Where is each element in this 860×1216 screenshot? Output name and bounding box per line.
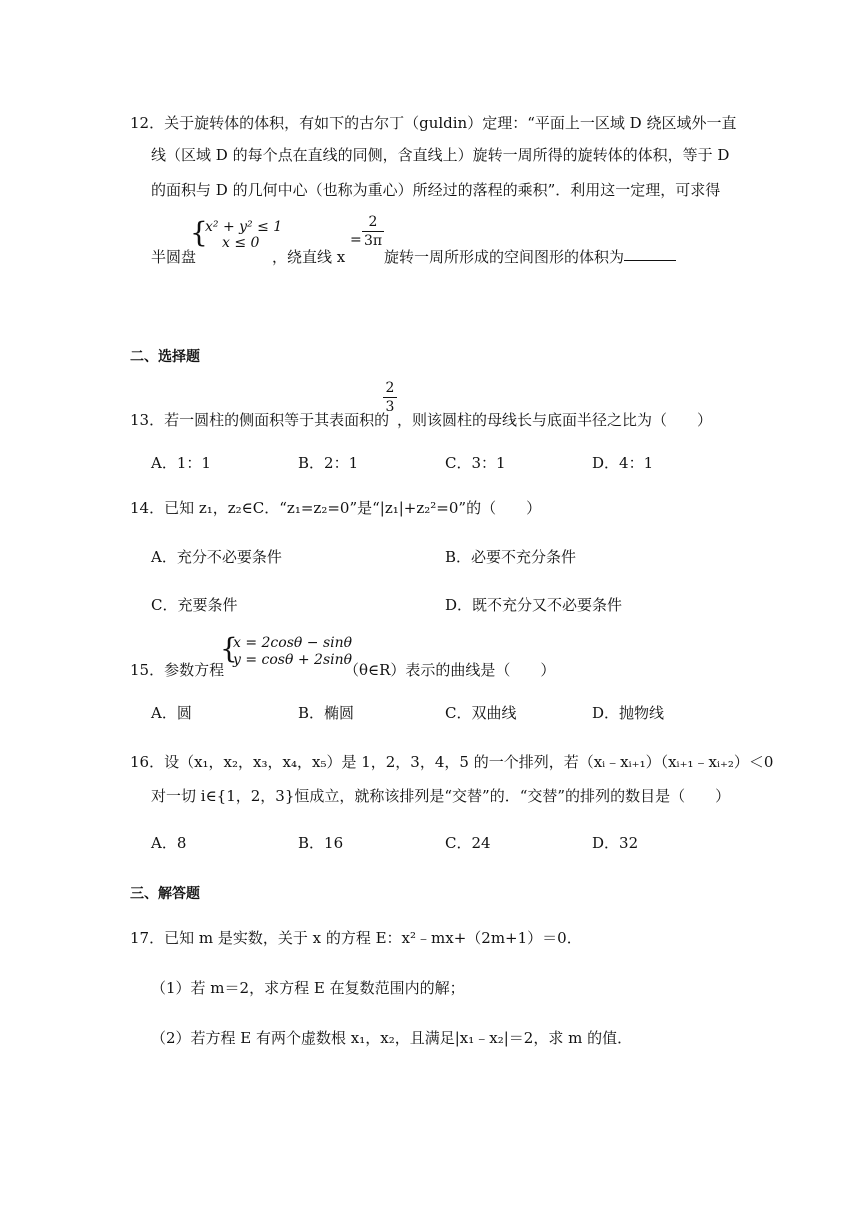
q14-option-a[interactable]: A．充分不必要条件 [151,548,282,566]
q12-frac-num: 2 [368,214,378,230]
q15-suffix: （θ∈R）表示的曲线是（ ） [344,661,556,679]
q12-frac-den: 3π [363,233,383,249]
q12-answer-blank[interactable] [624,246,676,265]
q17-part-2: （2）若方程 E 有两个虚数根 x₁，x₂，且满足|x₁﹣x₂|＝2，求 m 的值． [151,1029,633,1047]
q13-option-d[interactable]: D．4：1 [592,454,654,472]
q13-stem-a: 13．若一圆柱的侧面积等于其表面积的 [130,411,390,429]
q15-option-d[interactable]: D．抛物线 [592,704,665,722]
q12-eq: = [350,232,362,248]
q16-option-b[interactable]: B．16 [298,834,344,852]
q16-option-d[interactable]: D．32 [592,834,639,852]
q14-option-b[interactable]: B．必要不充分条件 [445,548,577,566]
q14-stem: 14．已知 z₁，z₂∈C．“z₁=z₂=0”是“|z₁|+z₂²=0”的（ ） [130,499,542,517]
q12-line-2: 线（区域 D 的每个点在直线的同侧，含直线上）旋转一周所得的旋转体的体积，等于 D [151,146,730,164]
q13-option-c[interactable]: C．3：1 [445,454,506,472]
q14-option-d[interactable]: D．既不充分又不必要条件 [445,596,623,614]
q12-system-bottom: x ≤ 0 [222,235,260,251]
q15-option-b[interactable]: B．椭圆 [298,704,355,722]
q16-option-c[interactable]: C．24 [445,834,491,852]
q15-system-top: x = 2cosθ − sinθ [233,635,353,651]
q13-stem-b: ，则该圆柱的母线长与底面半径之比为（ ） [397,411,713,429]
q12-prefix: 半圆盘 [151,248,197,266]
q15-system-brace: { [220,632,238,665]
q12-system-top: x² + y² ≤ 1 [205,219,283,235]
q12-system-brace: { [190,216,208,249]
q13-option-b[interactable]: B．2：1 [298,454,359,472]
q13-option-a[interactable]: A．1：1 [151,454,211,472]
q12-line-3: 的面积与 D 的几何中心（也称为重心）所经过的落程的乘积”．利用这一定理，可求得 [151,181,721,199]
section-2-heading: 二、选择题 [130,349,200,365]
q12-frac-bar [362,231,384,232]
q17-stem: 17．已知 m 是实数，关于 x 的方程 E：x²﹣mx+（2m+1）＝0． [130,929,582,947]
q15-option-c[interactable]: C．双曲线 [445,704,517,722]
q15-option-a[interactable]: A．圆 [151,704,192,722]
q12-fraction [362,214,384,249]
q13-frac-den: 3 [385,399,395,415]
q13-frac-bar [383,397,397,398]
q16-option-a[interactable]: A．8 [151,834,187,852]
q12-suffix: 旋转一周所形成的空间图形的体积为 [384,248,625,266]
q12-line-1: 12．关于旋转体的体积，有如下的古尔丁（guldin）定理：“平面上一区域 D 绕区域外一直 [130,114,737,132]
q15-prefix: 15．参数方程 [130,661,225,679]
q13-frac-num: 2 [385,380,395,396]
q14-option-c[interactable]: C．充要条件 [151,596,238,614]
q15-system-bottom: y = cosθ + 2sinθ [233,652,353,668]
q16-line-1: 16．设（x₁，x₂，x₃，x₄，x₅）是 1，2，3，4，5 的一个排列，若（xᵢ﹣xᵢ₊₁）（xᵢ₊₁﹣xᵢ₊₂）＜0 [130,753,774,771]
q16-line-2: 对一切 i∈{1，2，3}恒成立，就称该排列是“交替”的．“交替”的排列的数目是（ ） [151,787,731,805]
q17-part-1: （1）若 m＝2，求方程 E 在复数范围内的解； [151,979,465,997]
section-3-heading: 三、解答题 [130,886,200,902]
q12-mid: ，绕直线 x [272,248,346,266]
